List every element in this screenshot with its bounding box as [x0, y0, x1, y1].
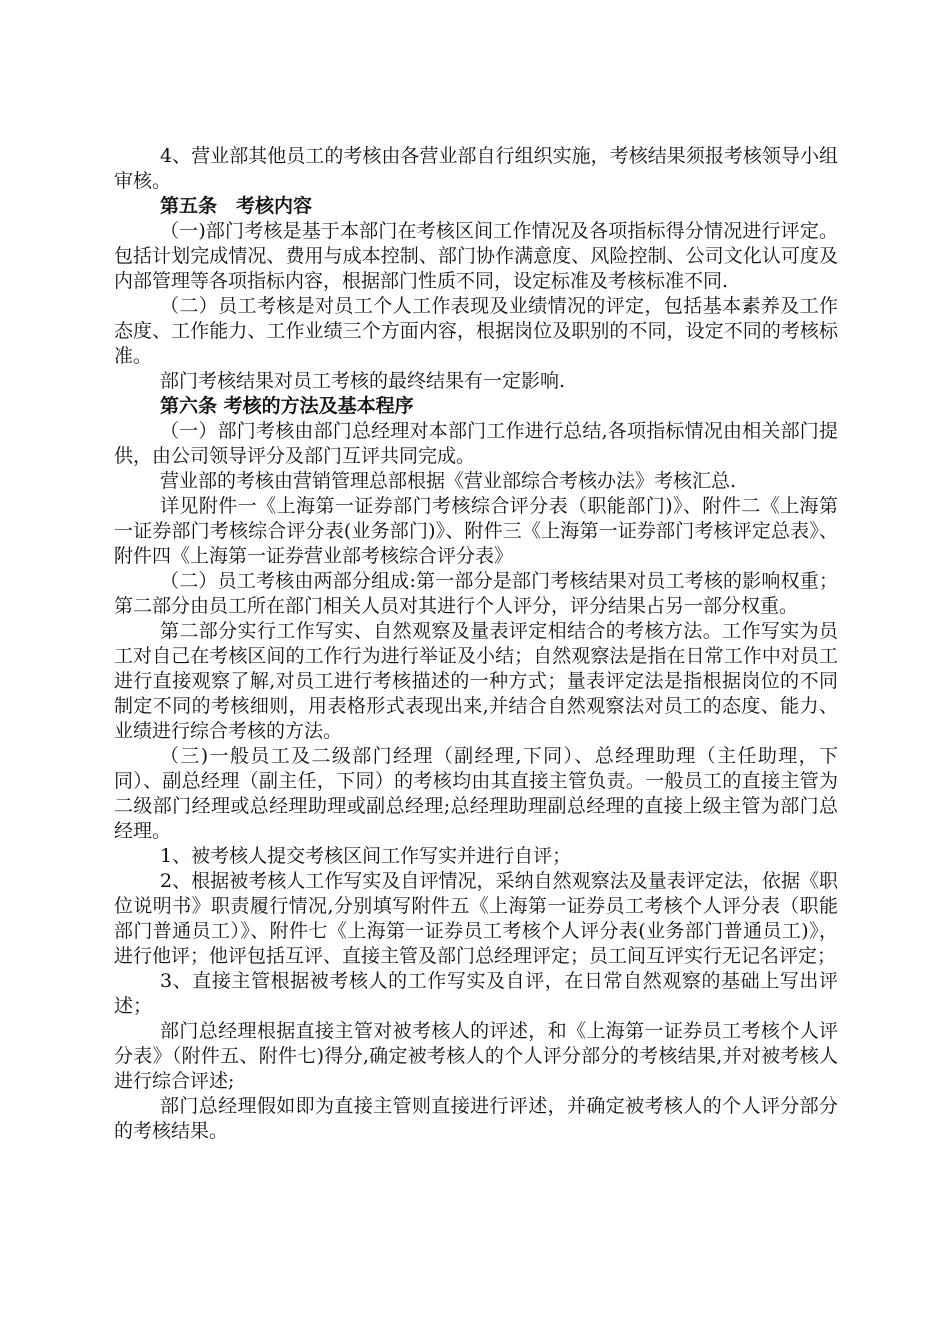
paragraph-16: 部门总经理根据直接主管对被考核人的评述，和《上海第一证券员工考核个人评分表》（附件五、附件七)得分,确定被考核人的个人评分部分的考核结果,并对被考核人进行综合评述;	[114, 1020, 838, 1092]
paragraph-13: 1、被考核人提交考核区间工作写实并进行自评；	[160, 845, 572, 867]
section-heading-article-5: 第五条 考核内容	[160, 195, 313, 217]
paragraph-7: （一）部门考核由部门总经理对本部门工作进行总结,各项指标情况由相关部门提供，由公司领导评分及部门互评共同完成。	[114, 420, 838, 467]
paragraph-12: （三)一般员工及二级部门经理（副经理,下同）、总经理助理（主任助理，下同）、副总经理（副主任，下同）的考核均由其直接主管负责。一般员工的直接主管为二级部门经理或总经理助理或副总经理;总经理助理副总经理的直接上级主管为部门总经理。	[114, 745, 838, 842]
paragraph-1: 4、营业部其他员工的考核由各营业部自行组织实施，考核结果须报考核领导小组审核。	[114, 145, 838, 192]
paragraph-8: 营业部的考核由营销管理总部根据《营业部综合考核办法》考核汇总.	[160, 470, 737, 492]
paragraph-17: 部门总经理假如即为直接主管则直接进行评述，并确定被考核人的个人评分部分的考核结果。	[114, 1095, 838, 1142]
paragraph-14: 2、根据被考核人工作写实及自评情况，采纳自然观察法及量表评定法，依据《职位说明书》职责履行情况,分别填写附件五《上海第一证券员工考核个人评分表（职能部门普通员工）》、附件七《上海第一证券员工考核个人评分表(业务部门普通员工)》，进行他评；他评包括互评、直接主管及部门总经理评定；员工间互评实行无记名评定；	[114, 870, 838, 967]
paragraph-10: （二）员工考核由两部分组成:第一部分是部门考核结果对员工考核的影响权重；第二部分由员工所在部门相关人员对其进行个人评分，评分结果占另一部分权重。	[114, 570, 838, 617]
paragraph-5: 部门考核结果对员工考核的最终结果有一定影响.	[160, 370, 566, 392]
paragraph-9: 详见附件一《上海第一证券部门考核综合评分表（职能部门)》、附件二《上海第一证券部门考核综合评分表(业务部门)》、附件三《上海第一证券部门考核评定总表》、附件四《上海第一证券营业部考核综合评分表》	[114, 495, 838, 567]
paragraph-15: 3、直接主管根据被考核人的工作写实及自评，在日常自然观察的基础上写出评述；	[114, 970, 838, 1017]
paragraph-3: （一)部门考核是基于本部门在考核区间工作情况及各项指标得分情况进行评定。包括计划完成情况、费用与成本控制、部门协作满意度、风险控制、公司文化认可度及内部管理等各项指标内容，根据部门性质不同，设定标准及考核标准不同.	[114, 220, 838, 292]
paragraph-11: 第二部分实行工作写实、自然观察及量表评定相结合的考核方法。工作写实为员工对自己在考核区间的工作行为进行举证及小结；自然观察法是指在日常工作中对员工进行直接观察了解,对员工进行考核描述的一种方式；量表评定法是指根据岗位的不同制定不同的考核细则，用表格形式表现出来,并结合自然观察法对员工的态度、能力、业绩进行综合考核的方法。	[114, 620, 838, 742]
section-heading-article-6: 第六条 考核的方法及基本程序	[160, 395, 414, 417]
paragraph-4: （二）员工考核是对员工个人工作表现及业绩情况的评定，包括基本素养及工作态度、工作能力、工作业绩三个方面内容，根据岗位及职别的不同，设定不同的考核标准。	[114, 295, 838, 367]
document-page	[114, 144, 838, 1144]
